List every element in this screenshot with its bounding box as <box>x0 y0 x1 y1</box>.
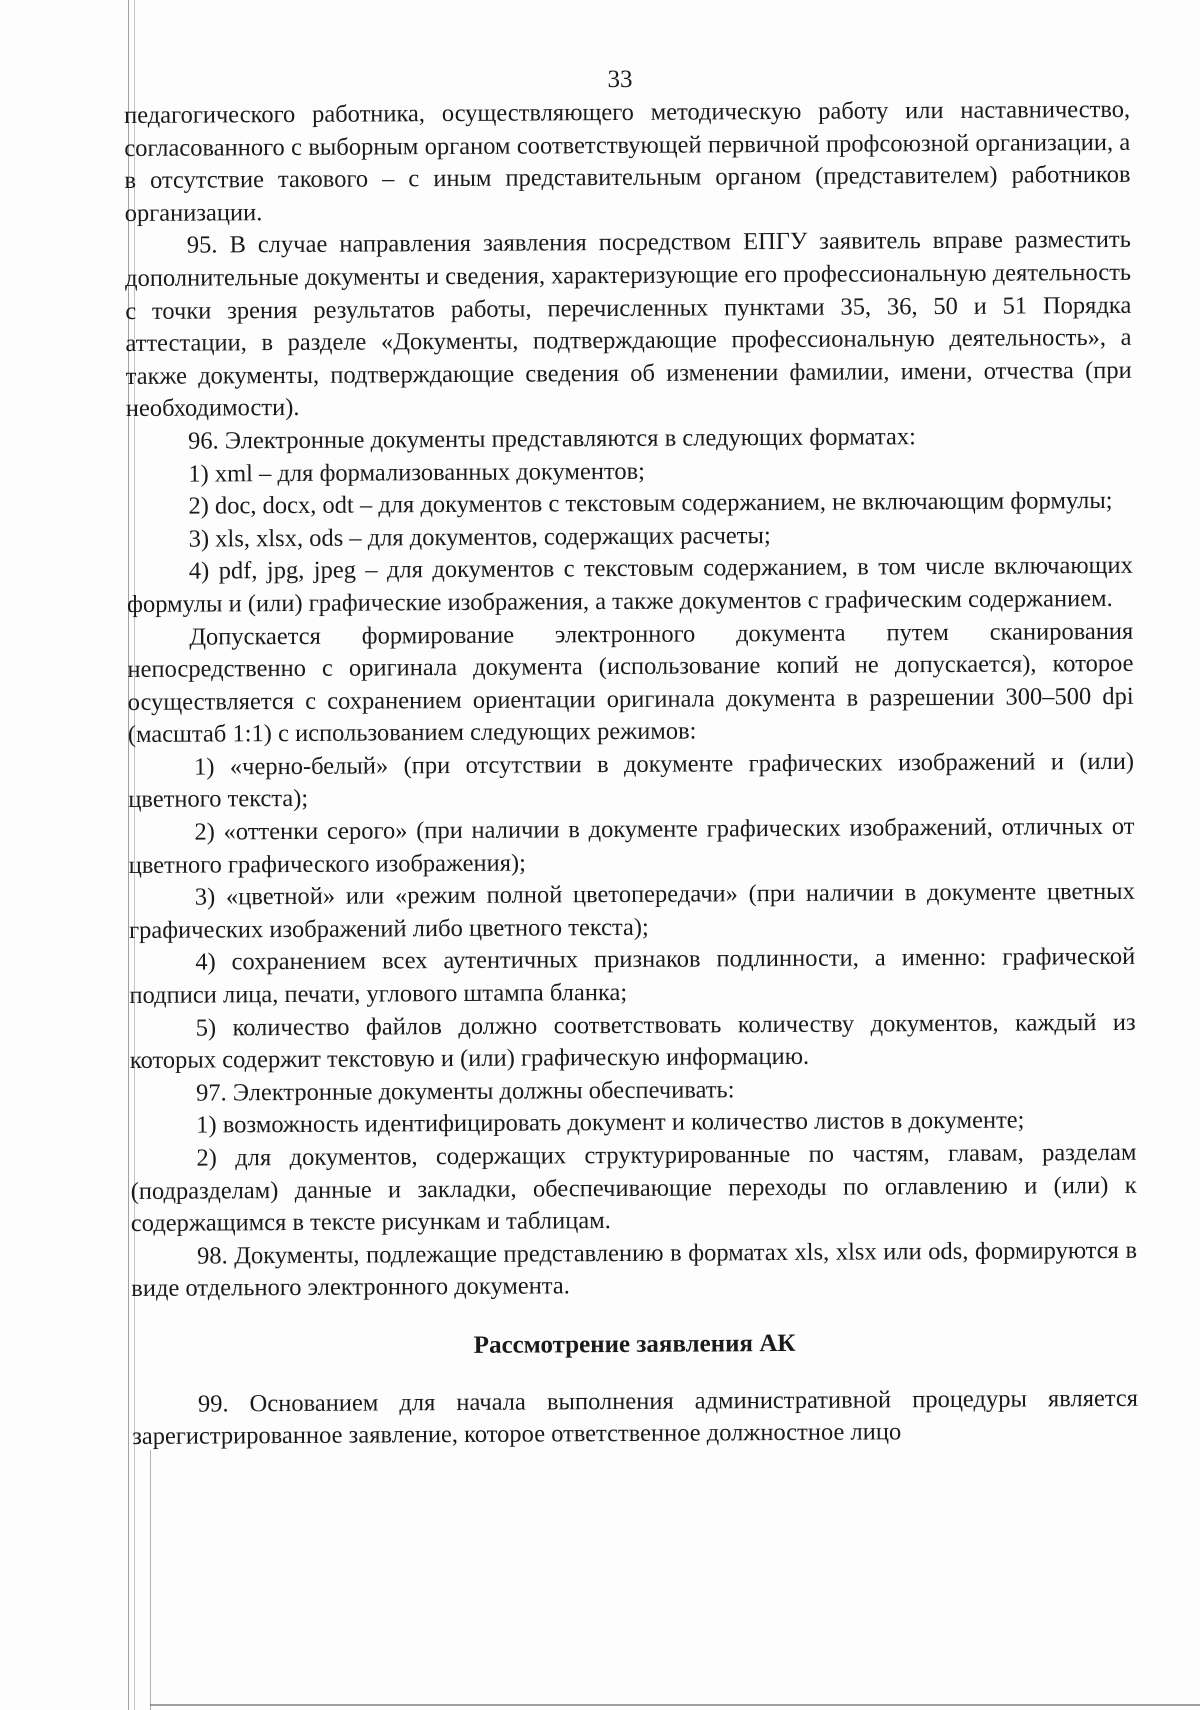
list-item-96-1: 1) xml – для формализованных документов; <box>188 457 646 488</box>
page-number: 33 <box>607 66 633 93</box>
paragraph-98: 98. Документы, подлежащие представлению в форматах xls, xlsx или ods, формируются в виде отдельного электронного документа. <box>131 1236 1138 1303</box>
list-item-96-3: 3) xls, xlsx, ods – для документов, содержащих расчеты; <box>188 521 771 553</box>
list-item-scan-4: 4) сохранением всех аутентичных признаков подлинности, а именно: графической подписи лица, печати, углового штампа бланка; <box>129 943 1136 1010</box>
list-item-scan-3: 3) «цветной» или «режим полной цветопередачи» (при наличии в документе цветных графических изображений либо цветного текста); <box>128 878 1135 944</box>
list-item-97-2: 2) для документов, содержащих структурированные по частям, главам, разделам (подразделам) данные и закладки, обеспечивающие переходы по оглавлению и (или) к содержащимся в тексте рисункам и таблицам. <box>130 1138 1137 1238</box>
paragraph-scanning: Допускается формирование электронного документа путем сканирования непосредственно с оригинала документа (использование копий не допускается), которое осуществляется с сохранением ориентации оригинала документа в разрешении 300–500 dpi (масштаб 1:1) с использованием следующих режимов: <box>127 617 1134 749</box>
list-item-96-4: 4) pdf, jpg, jpeg – для документов с текстовым содержанием, в том числе включающих формулы и (или) графические изображения, а также документов с графическим содержанием. <box>126 552 1133 618</box>
scan-artifact-line <box>150 1450 151 1710</box>
list-item-scan-5: 5) количество файлов должно соответствовать количеству документов, каждый из которых содержит текстовую и (или) графическую информацию. <box>129 1008 1136 1075</box>
list-item-97-1: 1) возможность идентифицировать документ и количество листов в документе; <box>196 1106 1025 1139</box>
scan-bottom-edge <box>150 1704 1200 1706</box>
section-heading: Рассмотрение заявления АК <box>473 1329 796 1359</box>
document-body <box>124 94 1138 1454</box>
paragraph-95: 95. В случае направления заявления посредством ЕПГУ заявитель вправе разместить дополнительные документы и сведения, характеризующие его профессиональную деятельность с точки зрения результатов работы, перечисленных пунктами 35, 36, 50 и 51 Порядка аттестации, в разделе «Документы, подтверждающие профессиональную деятельность», а также документы, подтверждающие сведения об изменении фамилии, имени, отчества (при необходимости). <box>125 226 1132 423</box>
paragraph-97: 97. Электронные документы должны обеспечивать: <box>195 1076 735 1107</box>
list-item-scan-2: 2) «оттенки серого» (при наличии в документе графических изображений, отличных от цветного графического изображения); <box>128 812 1135 879</box>
paragraph-96: 96. Электронные документы представляются в следующих форматах: <box>188 423 916 455</box>
list-item-96-2: 2) doc, docx, odt – для документов с текстовым содержанием, не включающим формулы; <box>188 487 1113 520</box>
paragraph-99: 99. Основанием для начала выполнения административной процедуры является зарегистрированное заявление, которое ответственное должностное лицо <box>132 1384 1139 1451</box>
list-item-scan-1: 1) «черно-белый» (при отсутствии в документе графических изображений и (или) цветного текста); <box>128 747 1135 814</box>
paragraph-continuation: педагогического работника, осуществляющего методическую работу или наставничество, согласованного с выборным органом соответствующей первичной профсоюзной организации, а в отсутствие такового – с иным представительным органом (представителем) работников организации. <box>124 95 1131 227</box>
